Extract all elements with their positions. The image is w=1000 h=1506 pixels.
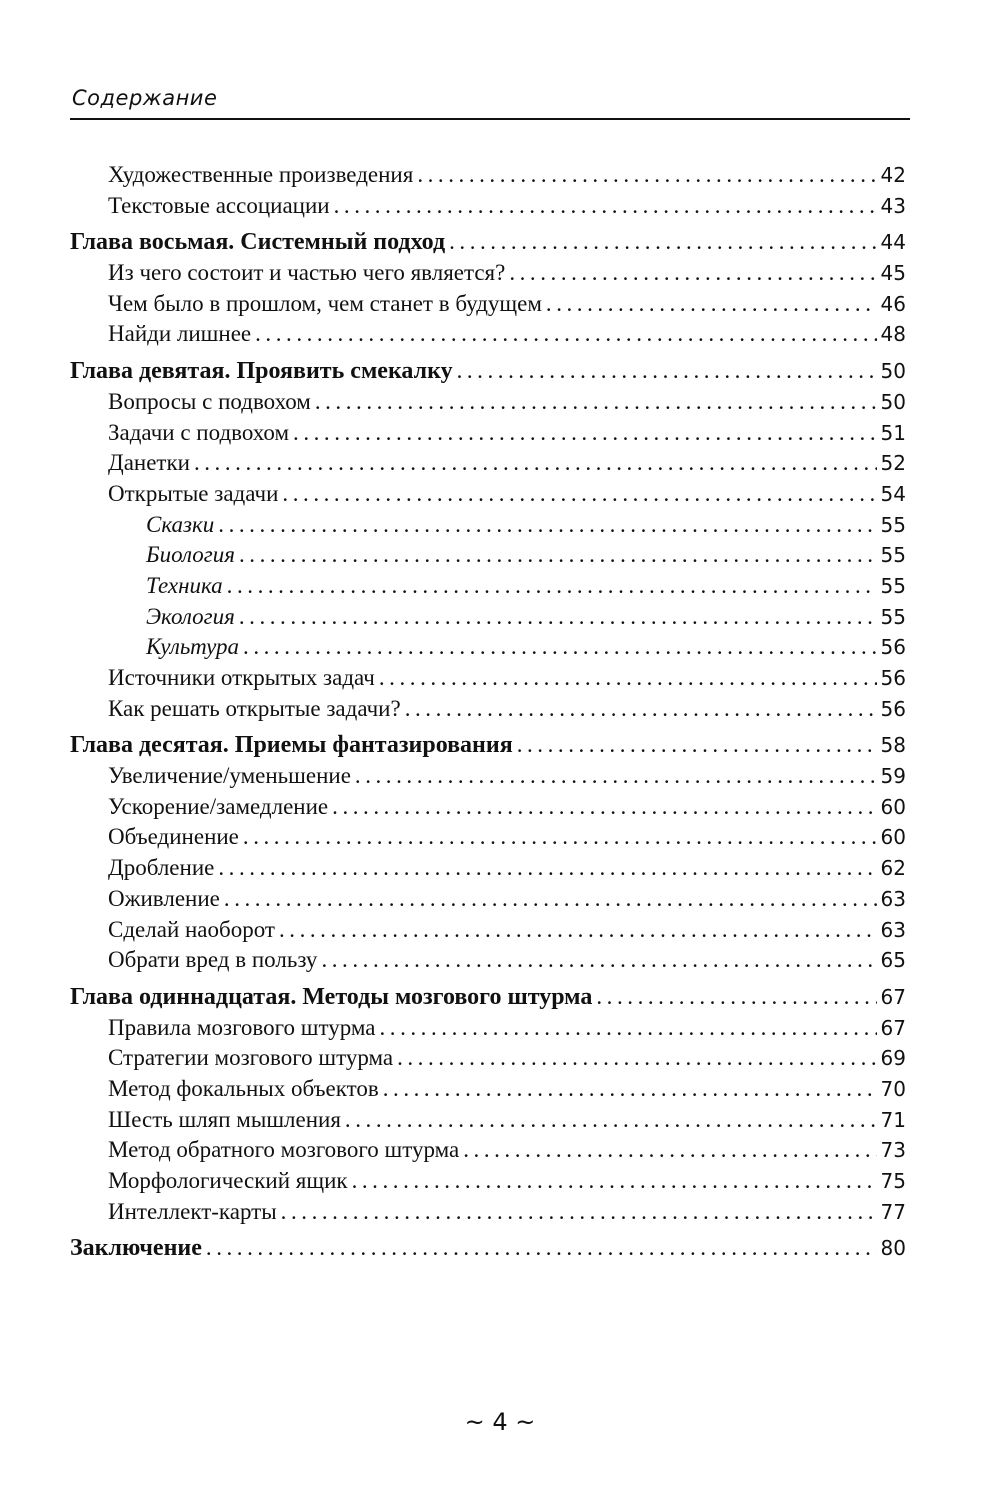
running-header-title: Содержание [72,86,218,110]
toc-entry-title: Из чего состоит и частью чего является? [108,260,506,286]
toc-dot-leader [517,730,877,761]
toc-entry-page: 69 [880,1046,906,1071]
toc-subsubsection-entry [70,602,906,633]
toc-entry-title: Сказки [146,511,215,537]
toc-entry-page: 52 [880,451,906,476]
toc-entry-page: 62 [880,856,906,881]
toc-entry-page: 73 [880,1138,906,1163]
toc-entry-page: 55 [880,512,906,537]
toc-entry-title: Заключение [70,1235,202,1262]
toc-section-entry [70,853,906,884]
toc-entry-title: Оживление [108,885,220,911]
toc-entry-title: Техника [146,572,223,598]
toc-dot-leader [332,792,876,823]
toc-entry-page: 50 [880,389,906,414]
toc-dot-leader [405,694,877,725]
toc-entry-title: Экология [146,603,235,629]
toc-subsubsection-entry [70,632,906,663]
toc-section-entry [70,1105,906,1136]
toc-dot-leader [224,884,877,915]
toc-dot-leader [218,853,876,884]
toc-entry-page: 67 [880,984,906,1009]
toc-entry-title: Биология [146,542,235,568]
toc-section-entry [70,663,906,694]
toc-chapter-entry [70,1233,906,1264]
toc-dot-leader [596,982,876,1013]
toc-dot-leader [546,289,877,320]
toc-entry-title: Найди лишнее [108,321,252,347]
toc-dot-leader [321,945,876,976]
toc-entry-page: 56 [880,666,906,690]
toc-section-entry [70,289,906,320]
toc-dot-leader [279,915,877,946]
toc-entry-title: Увеличение/уменьшение [108,763,351,789]
toc-dot-leader [345,1105,877,1136]
toc-entry-page: 56 [880,635,906,660]
toc-entry-page: 58 [880,733,906,758]
toc-dot-leader [457,356,877,387]
toc-dot-leader [218,510,876,541]
toc-dot-leader [383,1074,877,1105]
toc-entry-page: 63 [880,917,906,942]
toc-dot-leader [379,663,877,694]
toc-entry-title: Объединение [108,824,239,850]
toc-section-entry [70,191,906,222]
toc-section-entry [70,1197,906,1228]
toc-dot-leader [417,160,876,191]
toc-dot-leader [243,632,877,663]
toc-entry-page: 48 [880,322,906,347]
toc-entry-title: Как решать открытые задачи? [108,695,401,721]
toc-section-entry [70,387,906,418]
toc-section-entry [70,1074,906,1105]
toc-entry-title: Чем было в прошлом, чем станет в будущем [108,290,542,316]
toc-subsubsection-entry [70,571,906,602]
toc-entry-title: Метод фокальных объектов [108,1075,379,1101]
toc-dot-leader [397,1043,876,1074]
toc-entry-title: Глава девятая. Проявить смекалку [70,358,453,385]
toc-dot-leader [293,418,877,449]
toc-entry-title: Ускорение/замедление [108,793,329,819]
toc-entry-title: Шесть шляп мышления [108,1106,341,1132]
toc-section-entry [70,822,906,853]
toc-dot-leader [227,571,877,602]
toc-chapter-entry [70,227,906,258]
toc-entry-page: 51 [880,420,906,445]
toc-chapter-entry [70,982,906,1013]
toc-dot-leader [334,191,877,222]
toc-section-entry [70,1166,906,1197]
toc-section-entry [70,418,906,449]
toc-dot-leader [281,1197,877,1228]
toc-section-entry [70,915,906,946]
toc-entry-page: 45 [880,261,906,286]
toc-entry-page: 71 [880,1107,906,1132]
toc-chapter-entry [70,356,906,387]
toc-entry-title: Обрати вред в пользу [108,947,318,973]
toc-entry-page: 55 [880,573,906,598]
toc-entry-title: Морфологический ящик [108,1168,348,1193]
toc-section-entry [70,1043,906,1074]
toc-dot-leader [239,602,877,633]
toc-section-entry [70,694,906,725]
toc-entry-page: 59 [880,764,906,789]
toc-entry-page: 55 [880,543,906,568]
toc-dot-leader [352,1166,877,1197]
toc-entry-title: Культура [146,634,240,660]
toc-dot-leader [509,258,876,289]
toc-section-entry [70,884,906,915]
toc-entry-page: 54 [880,481,906,506]
toc-entry-title: Стратегии мозгового штурма [108,1045,394,1071]
toc-entry-title: Правила мозгового штурма [108,1014,376,1040]
toc-dot-leader [449,227,876,258]
toc-dot-leader [239,540,877,571]
toc-section-entry [70,792,906,823]
toc-section-entry [70,160,906,191]
toc-section-entry [70,1013,906,1044]
toc-entry-page: 50 [880,359,906,384]
toc-entry-title: Источники открытых задач [108,665,375,690]
toc-entry-page: 60 [880,825,906,850]
page-number: ~ 4 ~ [464,1408,536,1436]
toc-entry-title: Сделай наоборот [108,916,275,942]
toc-entry-page: 42 [880,163,906,187]
toc-section-entry [70,319,906,350]
toc-entry-page: 44 [880,230,906,255]
toc-dot-leader [206,1233,877,1264]
toc-entry-page: 56 [880,696,906,721]
toc-entry-title: Метод обратного мозгового штурма [108,1137,460,1163]
table-of-contents [70,160,906,1264]
toc-entry-title: Вопросы с подвохом [108,388,311,414]
toc-entry-page: 60 [880,794,906,819]
toc-entry-page: 70 [880,1076,906,1101]
running-header [70,82,910,120]
toc-entry-page: 75 [880,1169,906,1193]
toc-entry-page: 55 [880,604,906,629]
toc-entry-title: Глава восьмая. Системный подход [70,229,446,256]
toc-dot-leader [355,761,877,792]
toc-entry-title: Текстовые ассоциации [108,192,330,218]
toc-entry-title: Открытые задачи [108,480,279,506]
toc-dot-leader [379,1013,876,1044]
toc-section-entry [70,945,906,976]
toc-entry-page: 80 [880,1236,906,1261]
toc-section-entry [70,258,906,289]
toc-dot-leader [463,1135,876,1166]
toc-dot-leader [243,822,877,853]
toc-chapter-entry [70,730,906,761]
toc-entry-title: Художественные произведения [108,162,414,187]
toc-entry-page: 77 [880,1199,906,1224]
toc-entry-title: Задачи с подвохом [108,419,290,445]
toc-section-entry [70,479,906,510]
toc-dot-leader [194,448,877,479]
toc-section-entry [70,1135,906,1166]
toc-entry-title: Данетки [108,450,190,476]
toc-entry-page: 65 [880,948,906,973]
toc-dot-leader [255,319,876,350]
toc-subsubsection-entry [70,510,906,541]
toc-dot-leader [282,479,876,510]
toc-section-entry [70,448,906,479]
toc-entry-title: Дробление [108,855,215,881]
toc-entry-title: Глава десятая. Приемы фантазирования [70,732,513,759]
toc-entry-title: Интеллект-карты [108,1198,277,1224]
toc-entry-page: 43 [880,193,906,218]
toc-section-entry [70,761,906,792]
toc-entry-page: 46 [880,291,906,316]
toc-entry-page: 67 [880,1015,906,1040]
toc-entry-page: 63 [880,886,906,911]
toc-subsubsection-entry [70,540,906,571]
toc-dot-leader [315,387,877,418]
toc-entry-title: Глава одиннадцатая. Методы мозгового штурма [70,983,593,1010]
